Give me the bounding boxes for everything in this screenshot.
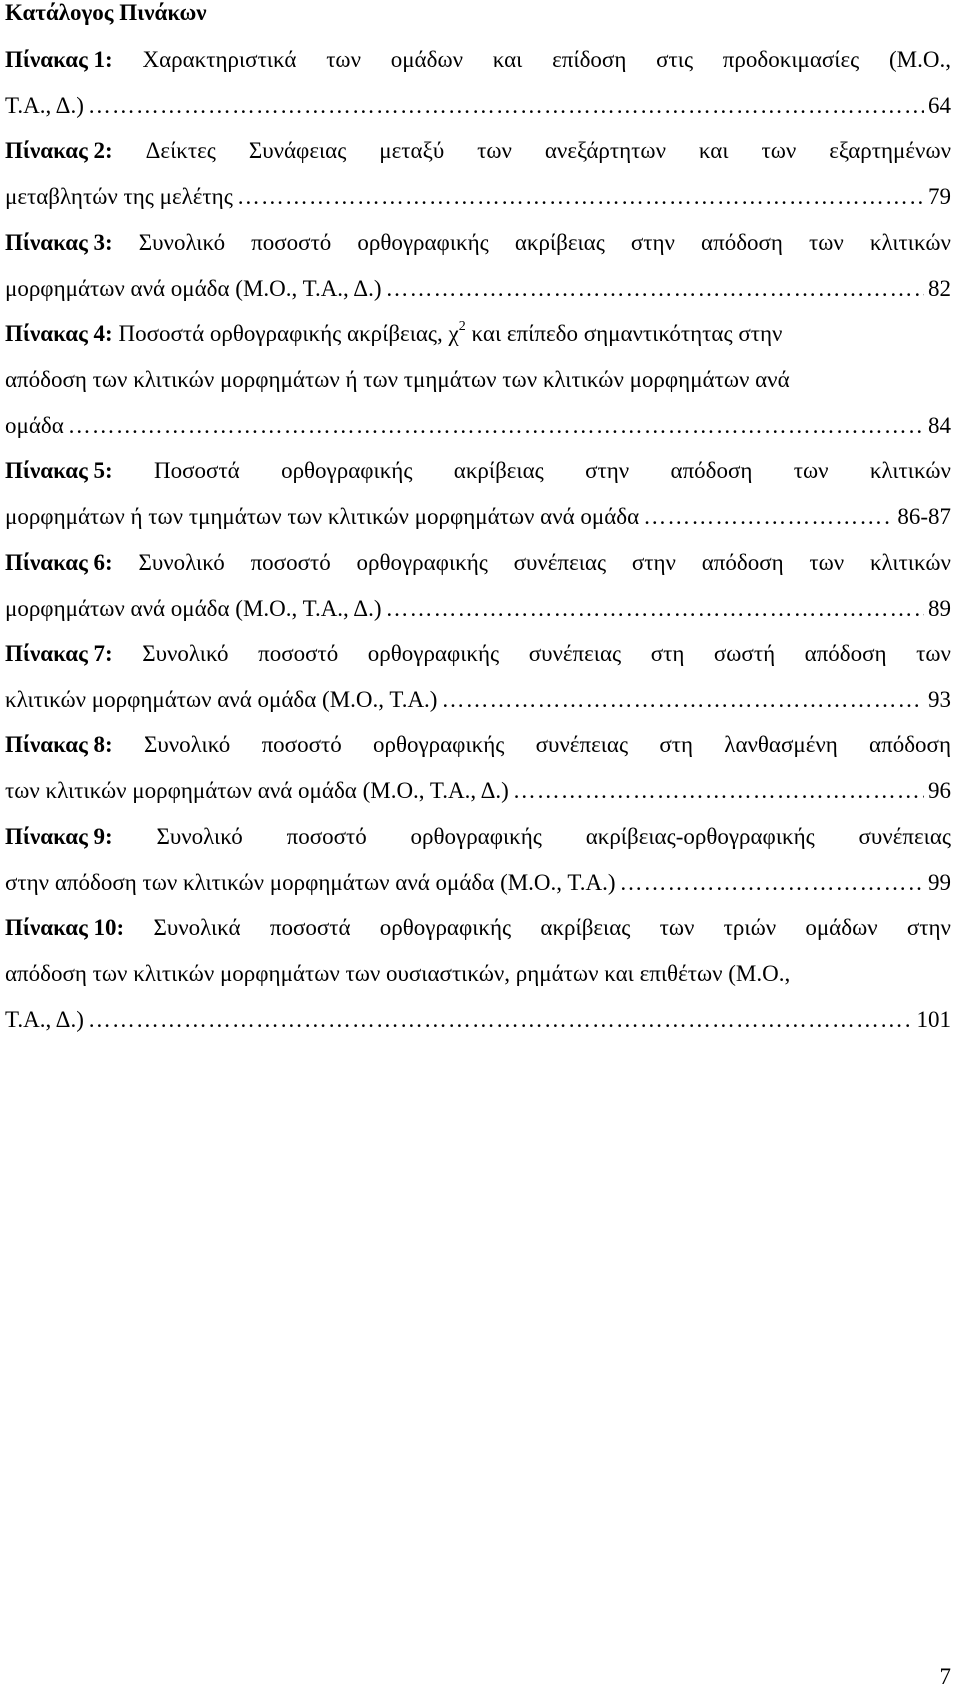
entry-text-end: Τ.Α., Δ.)	[5, 93, 84, 118]
entry-label: Πίνακας 7:	[5, 641, 113, 666]
entry-text-end: Τ.Α., Δ.)	[5, 1007, 84, 1032]
entry-label: Πίνακας 8:	[5, 732, 113, 757]
dot-leader	[237, 183, 924, 211]
entry-label: Πίνακας 3:	[5, 230, 113, 255]
entry-page: 82	[928, 276, 951, 301]
dot-leader	[643, 503, 893, 531]
dot-leader	[385, 275, 924, 303]
entry-text-end: κλιτικών μορφημάτων ανά ομάδα (Μ.Ο., Τ.Α.)	[5, 687, 438, 712]
entry-label: Πίνακας 5:	[5, 458, 113, 483]
dot-leader	[88, 1006, 913, 1034]
dot-leader	[441, 686, 924, 714]
entry-page: 96	[928, 778, 951, 803]
toc-heading: Κατάλογος Πινάκων	[5, 0, 207, 25]
entry-text-end: των κλιτικών μορφημάτων ανά ομάδα (Μ.Ο., Τ.Α., Δ.)	[5, 778, 509, 803]
entry-page: 93	[928, 687, 951, 712]
entry-text-end: μεταβλητών της μελέτης	[5, 184, 233, 209]
dot-leader	[513, 777, 924, 805]
entry-text-end: μορφημάτων ή των τμημάτων των κλιτικών μορφημάτων ανά ομάδα	[5, 504, 640, 529]
entry-label: Πίνακας 10:	[5, 915, 125, 940]
entry-text-end: μορφημάτων ανά ομάδα (Μ.Ο., Τ.Α., Δ.)	[5, 276, 382, 301]
entry-page: 99	[928, 870, 951, 895]
entry-label: Πίνακας 1:	[5, 47, 113, 72]
entry-page: 64	[928, 93, 951, 118]
dot-leader	[385, 595, 924, 623]
entry-page: 101	[916, 1007, 951, 1032]
entry-label: Πίνακας 6:	[5, 550, 113, 575]
entry-page: 84	[928, 413, 951, 438]
entry-page: 79	[928, 184, 951, 209]
entry-label: Πίνακας 2:	[5, 138, 113, 163]
dot-leader	[620, 869, 925, 897]
entry-page: 89	[928, 596, 951, 621]
entry-label: Πίνακας 9:	[5, 824, 113, 849]
entry-text-end: μορφημάτων ανά ομάδα (Μ.Ο., Τ.Α., Δ.)	[5, 596, 382, 621]
entry-label: Πίνακας 4:	[5, 321, 113, 346]
entry-text-end: ομάδα	[5, 413, 64, 438]
page-number: 7	[939, 1664, 951, 1689]
entry-page: 86-87	[897, 504, 951, 529]
dot-leader	[68, 412, 924, 440]
entry-text-end: στην απόδοση των κλιτικών μορφημάτων ανά ομάδα (Μ.Ο., Τ.Α.)	[5, 870, 616, 895]
dot-leader	[88, 92, 924, 120]
